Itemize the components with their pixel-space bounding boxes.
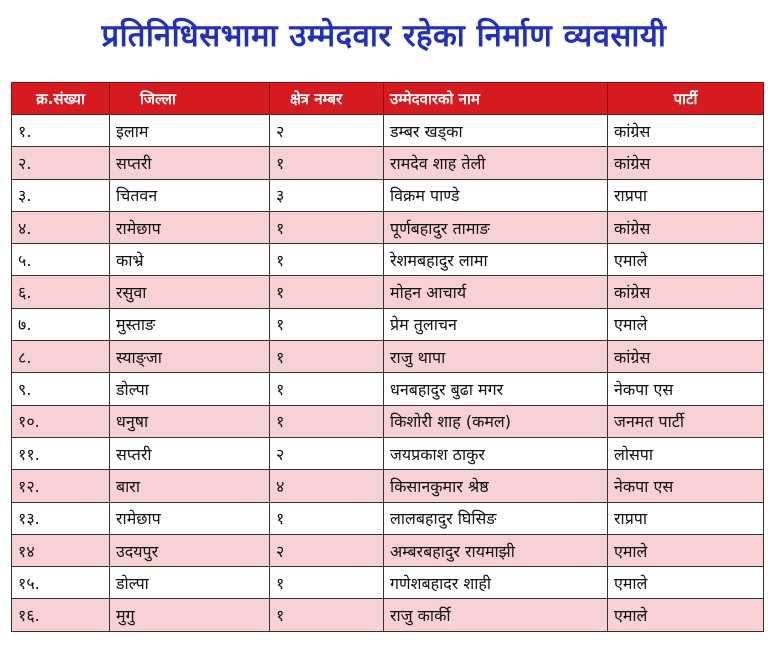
candidate-name-cell: किशोरी शाह (कमल) (384, 405, 608, 437)
candidate-name-cell: किसानकुमार श्रेष्ठ (384, 470, 608, 502)
table-row (12, 470, 764, 502)
serial-cell: ७. (12, 308, 110, 340)
table-row (12, 211, 764, 243)
candidate-name-cell: पूर्णबहादुर तामाङ (384, 211, 608, 243)
table-row (12, 534, 764, 566)
serial-cell: १५. (12, 567, 110, 599)
constituency-cell: २ (270, 437, 384, 469)
serial-cell: १३. (12, 502, 110, 534)
serial-cell: १४ (12, 534, 110, 566)
serial-cell: ८. (12, 341, 110, 373)
candidates-table (11, 82, 764, 632)
table-row (12, 405, 764, 437)
serial-cell: ४. (12, 211, 110, 243)
candidate-name-cell: विक्रम पाण्डे (384, 179, 608, 211)
constituency-cell: १ (270, 341, 384, 373)
candidate-name-cell: राजु कार्की (384, 599, 608, 631)
constituency-cell: १ (270, 244, 384, 276)
district-cell: काभ्रे (110, 244, 270, 276)
candidate-name-cell: प्रेम तुलाचन (384, 308, 608, 340)
party-cell: एमाले (608, 534, 764, 566)
party-cell: एमाले (608, 244, 764, 276)
serial-cell: १. (12, 115, 110, 147)
serial-cell: १२. (12, 470, 110, 502)
district-cell: चितवन (110, 179, 270, 211)
column-header-party: पार्टी (608, 83, 764, 115)
page-title: प्रतिनिधिसभामा उम्मेदवार रहेका निर्माण व्यवसायी (101, 18, 667, 54)
candidate-name-cell: रामदेव शाह तेली (384, 147, 608, 179)
district-cell: सप्तरी (110, 147, 270, 179)
serial-cell: ९. (12, 373, 110, 405)
party-cell: नेकपा एस (608, 470, 764, 502)
constituency-cell: १ (270, 599, 384, 631)
constituency-cell: ४ (270, 470, 384, 502)
constituency-cell: १ (270, 373, 384, 405)
constituency-cell: २ (270, 115, 384, 147)
party-cell: राप्रपा (608, 502, 764, 534)
constituency-cell: १ (270, 211, 384, 243)
party-cell: एमाले (608, 567, 764, 599)
constituency-cell: १ (270, 147, 384, 179)
constituency-cell: १ (270, 567, 384, 599)
serial-cell: ११. (12, 437, 110, 469)
table-row (12, 373, 764, 405)
district-cell: रामेछाप (110, 502, 270, 534)
candidate-name-cell: रेशमबहादुर लामा (384, 244, 608, 276)
party-cell: एमाले (608, 308, 764, 340)
district-cell: मुस्ताङ (110, 308, 270, 340)
district-cell: मुगु (110, 599, 270, 631)
table-body (12, 115, 764, 632)
party-cell: कांग्रेस (608, 147, 764, 179)
table-row (12, 599, 764, 631)
party-cell: कांग्रेस (608, 276, 764, 308)
constituency-cell: १ (270, 405, 384, 437)
table-row (12, 147, 764, 179)
table-row (12, 179, 764, 211)
column-header-candidate-name: उम्मेदवारको नाम (384, 83, 608, 115)
table-row (12, 115, 764, 147)
serial-cell: २. (12, 147, 110, 179)
constituency-cell: १ (270, 502, 384, 534)
district-cell: उदयपुर (110, 534, 270, 566)
party-cell: नेकपा एस (608, 373, 764, 405)
candidate-name-cell: लालबहादुर घिसिङ (384, 502, 608, 534)
candidate-name-cell: धनबहादुर बुढा मगर (384, 373, 608, 405)
serial-cell: ३. (12, 179, 110, 211)
district-cell: सप्तरी (110, 437, 270, 469)
candidate-name-cell: अम्बरबहादुर रायमाझी (384, 534, 608, 566)
column-header-constituency: क्षेत्र नम्बर (270, 83, 384, 115)
party-cell: एमाले (608, 599, 764, 631)
district-cell: बारा (110, 470, 270, 502)
district-cell: रामेछाप (110, 211, 270, 243)
table-row (12, 502, 764, 534)
table-row (12, 437, 764, 469)
constituency-cell: १ (270, 276, 384, 308)
party-cell: कांग्रेस (608, 341, 764, 373)
serial-cell: १०. (12, 405, 110, 437)
constituency-cell: १ (270, 308, 384, 340)
candidate-name-cell: राजु थापा (384, 341, 608, 373)
party-cell: लोसपा (608, 437, 764, 469)
serial-cell: ५. (12, 244, 110, 276)
party-cell: राप्रपा (608, 179, 764, 211)
table-row (12, 276, 764, 308)
district-cell: डोल्पा (110, 567, 270, 599)
party-cell: जनमत पार्टी (608, 405, 764, 437)
constituency-cell: ३ (270, 179, 384, 211)
column-header-district: जिल्ला (110, 83, 270, 115)
party-cell: कांग्रेस (608, 115, 764, 147)
candidate-name-cell: डम्बर खड्का (384, 115, 608, 147)
party-cell: कांग्रेस (608, 211, 764, 243)
district-cell: स्याङ्जा (110, 341, 270, 373)
table-row (12, 308, 764, 340)
serial-cell: ६. (12, 276, 110, 308)
constituency-cell: २ (270, 534, 384, 566)
district-cell: धनुषा (110, 405, 270, 437)
serial-cell: १६. (12, 599, 110, 631)
candidate-name-cell: जयप्रकाश ठाकुर (384, 437, 608, 469)
district-cell: इलाम (110, 115, 270, 147)
table-row (12, 341, 764, 373)
table-row (12, 567, 764, 599)
table-header-row (12, 83, 764, 115)
candidate-name-cell: मोहन आचार्य (384, 276, 608, 308)
candidate-name-cell: गणेशबहादर शाही (384, 567, 608, 599)
column-header-serial: क्र.संख्या (12, 83, 110, 115)
district-cell: रसुवा (110, 276, 270, 308)
table-row (12, 244, 764, 276)
district-cell: डोल्पा (110, 373, 270, 405)
